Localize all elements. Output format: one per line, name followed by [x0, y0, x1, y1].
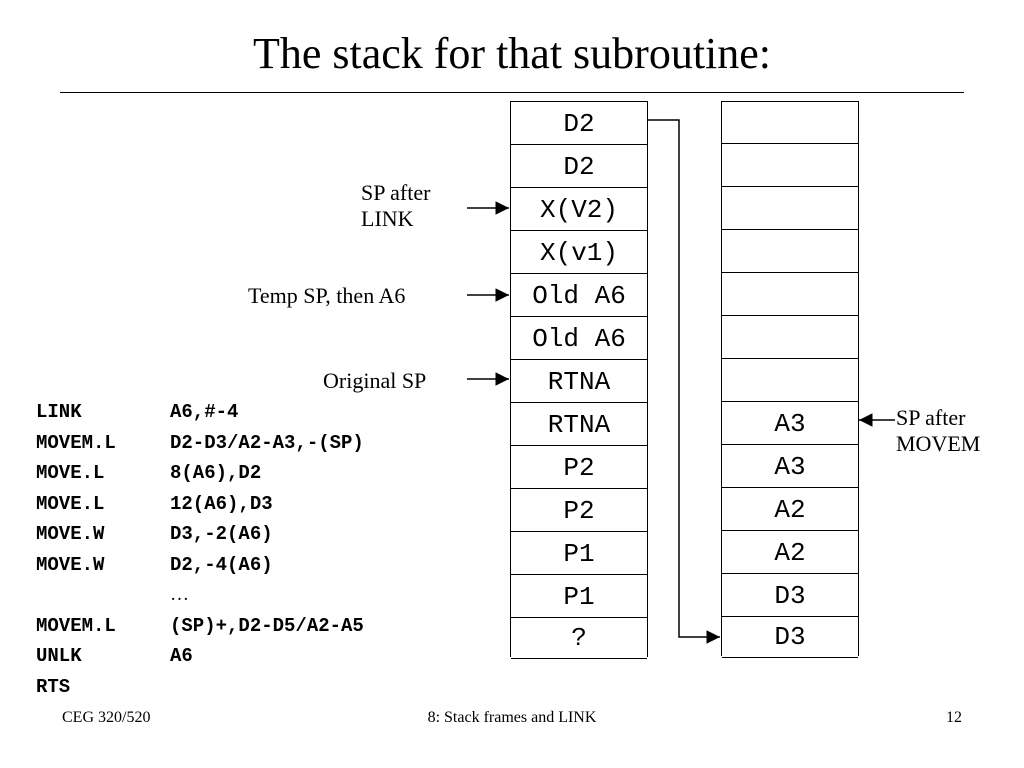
code-line-3 — [36, 458, 364, 489]
footer-center: 8: Stack frames and LINK — [427, 709, 597, 726]
stack-left-cell-13: ? — [511, 617, 647, 659]
code-op: MOVE.L — [36, 492, 105, 515]
code-args: 8(A6),D2 — [170, 462, 262, 484]
stack-left-cell-9: P2 — [511, 445, 647, 489]
stack-right-cell-12: D3 — [722, 573, 858, 617]
code-args: (SP)+,D2-D5/A2-A5 — [170, 614, 364, 637]
footer-page-number: 12 — [946, 709, 962, 726]
stack-right-cell-8: A3 — [722, 401, 858, 445]
code-op: LINK — [36, 401, 82, 423]
label-original-sp: Original SP — [323, 368, 427, 393]
code-args: D2-D3/A2-A3,-(SP) — [170, 431, 364, 454]
label-sp-after-movem: SP after MOVEM — [896, 405, 981, 456]
code-args: A6,#-4 — [170, 401, 239, 423]
label-temp-sp: Temp SP, then A6 — [248, 283, 406, 308]
stack-right-cell-11: A2 — [722, 530, 858, 574]
code-line-8 — [36, 611, 364, 642]
code-args: D2,-4(A6) — [170, 553, 273, 576]
stack-left-cell-1: D2 — [511, 101, 647, 145]
stack-left-cell-12: P1 — [511, 574, 647, 618]
stack-right-cell-10: A2 — [722, 487, 858, 531]
code-args: A6 — [170, 645, 193, 667]
code-line-5 — [36, 519, 364, 550]
stack-left-cell-5: Old A6 — [511, 273, 647, 317]
stack-left-cell-7: RTNA — [511, 359, 647, 403]
code-line-1 — [36, 397, 364, 428]
code-op: UNLK — [36, 645, 82, 667]
code-args: … — [170, 584, 189, 605]
arrow-stack-connector — [648, 120, 720, 637]
label-sp-after-link: SP after LINK — [361, 180, 431, 231]
code-op: MOVEM.L — [36, 431, 116, 454]
stack-left-cell-2: D2 — [511, 144, 647, 188]
stack-left-cell-10: P2 — [511, 488, 647, 532]
code-op: MOVE.W — [36, 523, 105, 545]
code-op: RTS — [36, 675, 71, 698]
footer-left: CEG 320/520 — [62, 709, 151, 726]
code-line-4 — [36, 489, 364, 520]
code-args: 12(A6),D3 — [170, 492, 273, 515]
stack-left-cell-11: P1 — [511, 531, 647, 575]
code-line-10 — [36, 672, 364, 703]
code-line-9 — [36, 641, 364, 672]
code-listing — [36, 397, 364, 702]
slide-title: The stack for that subroutine: — [252, 29, 772, 78]
code-line-6 — [36, 550, 364, 581]
code-op: MOVE.L — [36, 462, 105, 484]
stack-right-cell-13: D3 — [722, 616, 858, 658]
stack-left-cell-3: X(V2) — [511, 187, 647, 231]
code-line-2 — [36, 428, 364, 459]
stack-left-cell-6: Old A6 — [511, 316, 647, 360]
code-args: D3,-2(A6) — [170, 523, 273, 545]
stack-left-cell-8: RTNA — [511, 402, 647, 446]
code-op: MOVE.W — [36, 553, 105, 576]
code-line-7 — [36, 580, 364, 611]
code-op: MOVEM.L — [36, 614, 116, 637]
stack-right-cell-9: A3 — [722, 444, 858, 488]
stack-left-cell-4: X(v1) — [511, 230, 647, 274]
